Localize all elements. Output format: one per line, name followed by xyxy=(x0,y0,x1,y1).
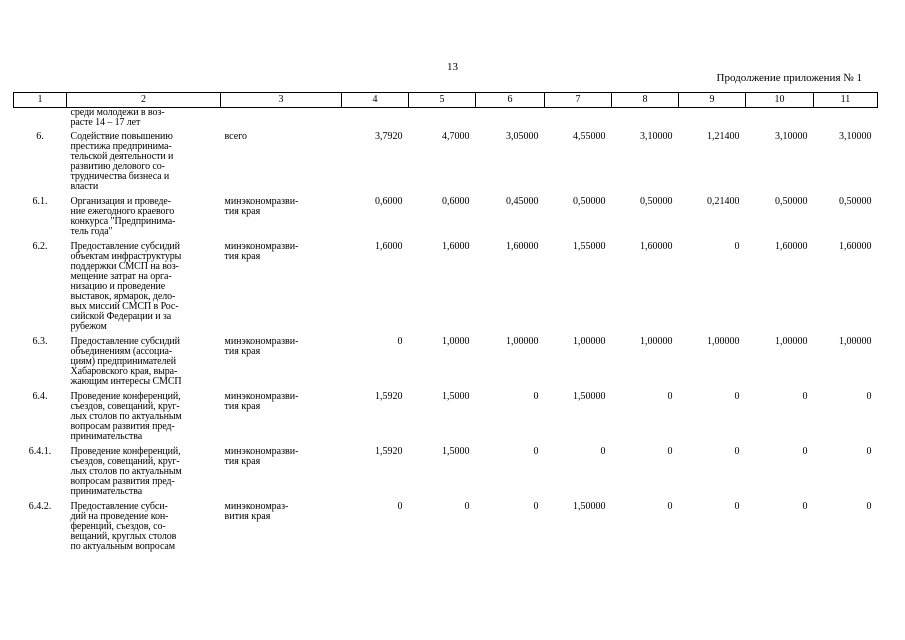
value-cell: 0 xyxy=(734,501,740,512)
name-line: трудничества бизнеса и xyxy=(70,171,170,182)
value-cell: 1,00000 xyxy=(573,336,606,347)
value-cell: 0 xyxy=(464,501,470,512)
column-header: 5 xyxy=(409,93,476,108)
value-cell: 1,00000 xyxy=(775,336,808,347)
name-cell xyxy=(67,193,221,238)
name-line: расте 14 – 17 лет xyxy=(70,117,141,128)
name-line: съездов, совещаний, круг- xyxy=(70,456,180,467)
empty-cell xyxy=(409,108,476,129)
column-header: 9 xyxy=(679,93,746,108)
name-line: мещение затрат на орга- xyxy=(70,271,172,282)
name-line: объединениям (ассоциа- xyxy=(70,346,173,357)
source-line: минэкономразви- xyxy=(224,336,299,347)
value-cell: 0 xyxy=(734,446,740,457)
empty-cell xyxy=(814,108,878,129)
value-cell: 1,00000 xyxy=(640,336,673,347)
source-line: тия края xyxy=(224,206,261,217)
value-cell: 0,50000 xyxy=(839,196,872,207)
name-line: конкурса "Предпринима- xyxy=(70,216,176,227)
code-cell: 6.4. xyxy=(32,391,48,402)
value-cell: 0,6000 xyxy=(375,196,403,207)
value-cell: 0 xyxy=(667,501,673,512)
name-line: циям) предпринимателей xyxy=(70,356,176,367)
source-line: вития края xyxy=(224,511,271,522)
table-row xyxy=(14,388,878,443)
source-line: минэкономразви- xyxy=(224,241,299,252)
source-cell xyxy=(221,128,342,193)
value-cell: 0,50000 xyxy=(640,196,673,207)
name-line: рубежом xyxy=(70,321,107,332)
source-cell xyxy=(221,388,342,443)
empty-cell xyxy=(476,108,545,129)
name-line: лых столов по актуальным xyxy=(70,411,182,422)
name-cell xyxy=(67,333,221,388)
column-header: 7 xyxy=(545,93,612,108)
value-cell: 0 xyxy=(866,446,872,457)
name-line: поддержки СМСП на воз- xyxy=(70,261,179,272)
budget-table xyxy=(13,92,878,553)
name-cell xyxy=(67,498,221,553)
value-cell: 0 xyxy=(667,391,673,402)
value-cell: 0 xyxy=(533,446,539,457)
value-cell: 0,45000 xyxy=(506,196,539,207)
value-cell: 0 xyxy=(802,501,808,512)
value-cell: 1,00000 xyxy=(707,336,740,347)
name-line: вещаний, круглых столов xyxy=(70,531,177,542)
value-cell: 1,60000 xyxy=(775,241,808,252)
name-line: престижа предпринима- xyxy=(70,141,172,152)
value-cell: 4,7000 xyxy=(442,131,470,142)
name-line: Организация и проведе- xyxy=(70,196,171,207)
table-body xyxy=(14,108,878,554)
table-row xyxy=(14,443,878,498)
value-cell: 3,7920 xyxy=(375,131,403,142)
code-cell: 6.4.2. xyxy=(28,501,52,512)
name-cell xyxy=(67,238,221,333)
value-cell: 4,55000 xyxy=(573,131,606,142)
empty-cell xyxy=(612,108,679,129)
value-cell: 1,6000 xyxy=(375,241,403,252)
value-cell: 1,5920 xyxy=(375,446,403,457)
value-cell: 1,5920 xyxy=(375,391,403,402)
name-line: вых миссий СМСП в Рос- xyxy=(70,301,179,312)
name-line: объектам инфраструктуры xyxy=(70,251,182,262)
name-line: по актуальным вопросам xyxy=(70,541,175,552)
value-cell: 1,5000 xyxy=(442,446,470,457)
table-row xyxy=(14,193,878,238)
name-cell xyxy=(67,108,221,129)
value-cell: 3,10000 xyxy=(640,131,673,142)
value-cell: 0 xyxy=(533,501,539,512)
value-cell: 0 xyxy=(734,391,740,402)
value-cell: 1,60000 xyxy=(839,241,872,252)
table-row xyxy=(14,128,878,193)
name-line: Предоставление субсидий xyxy=(70,241,180,252)
value-cell: 1,00000 xyxy=(506,336,539,347)
value-cell: 1,55000 xyxy=(573,241,606,252)
source-cell xyxy=(221,443,342,498)
code-cell: 6. xyxy=(36,131,44,142)
name-line: Проведение конференций, xyxy=(70,391,181,402)
name-line: низацию и проведение xyxy=(70,281,166,292)
value-cell: 0,50000 xyxy=(573,196,606,207)
source-line: минэкономразви- xyxy=(224,391,299,402)
code-cell xyxy=(14,108,67,129)
name-cell xyxy=(67,128,221,193)
column-header: 3 xyxy=(221,93,342,108)
value-cell: 1,6000 xyxy=(442,241,470,252)
table-row xyxy=(14,238,878,333)
name-line: среди молодежи в воз- xyxy=(70,107,165,118)
name-line: Предоставление субсидий xyxy=(70,336,180,347)
source-line: всего xyxy=(224,131,248,142)
value-cell: 1,00000 xyxy=(839,336,872,347)
name-line: Проведение конференций, xyxy=(70,446,181,457)
name-line: лых столов по актуальным xyxy=(70,466,182,477)
source-cell xyxy=(221,238,342,333)
value-cell: 0 xyxy=(866,391,872,402)
column-header: 2 xyxy=(67,93,221,108)
source-line: тия края xyxy=(224,401,261,412)
empty-cell xyxy=(746,108,814,129)
value-cell: 3,10000 xyxy=(839,131,872,142)
name-line: вопросам развития пред- xyxy=(70,421,175,432)
value-cell: 0,21400 xyxy=(707,196,740,207)
empty-cell xyxy=(545,108,612,129)
name-line: ние ежегодного краевого xyxy=(70,206,175,217)
source-line: тия края xyxy=(224,456,261,467)
source-cell xyxy=(221,193,342,238)
name-line: Хабаровского края, выра- xyxy=(70,366,178,377)
value-cell: 0 xyxy=(802,391,808,402)
source-line: тия края xyxy=(224,346,261,357)
value-cell: 0 xyxy=(667,446,673,457)
column-header: 11 xyxy=(814,93,878,108)
name-line: власти xyxy=(70,181,99,192)
column-header: 6 xyxy=(476,93,545,108)
value-cell: 0 xyxy=(397,501,403,512)
name-cell xyxy=(67,443,221,498)
name-line: Содействие повышению xyxy=(70,131,173,142)
value-cell: 1,50000 xyxy=(573,501,606,512)
name-line: вопросам развития пред- xyxy=(70,476,175,487)
value-cell: 0,50000 xyxy=(775,196,808,207)
value-cell: 0 xyxy=(802,446,808,457)
code-cell: 6.2. xyxy=(32,241,48,252)
code-cell: 6.1. xyxy=(32,196,48,207)
column-header: 8 xyxy=(612,93,679,108)
name-line: принимательства xyxy=(70,486,143,497)
name-line: съездов, совещаний, круг- xyxy=(70,401,180,412)
value-cell: 3,05000 xyxy=(506,131,539,142)
column-header: 1 xyxy=(14,93,67,108)
source-line: минэкономраз- xyxy=(224,501,289,512)
source-line: тия края xyxy=(224,251,261,262)
source-cell xyxy=(221,498,342,553)
empty-cell xyxy=(221,108,342,129)
value-cell: 1,21400 xyxy=(707,131,740,142)
value-cell: 1,50000 xyxy=(573,391,606,402)
column-header: 4 xyxy=(342,93,409,108)
value-cell: 1,60000 xyxy=(640,241,673,252)
name-line: тельской деятельности и xyxy=(70,151,174,162)
table-row xyxy=(14,333,878,388)
table-row xyxy=(14,498,878,553)
value-cell: 3,10000 xyxy=(775,131,808,142)
value-cell: 0 xyxy=(397,336,403,347)
value-cell: 0 xyxy=(533,391,539,402)
name-line: сийской Федерации и за xyxy=(70,311,172,322)
continuation-label: Продолжение приложения № 1 xyxy=(716,72,862,84)
name-line: ференций, съездов, со- xyxy=(70,521,166,532)
source-line: минэкономразви- xyxy=(224,196,299,207)
value-cell: 1,5000 xyxy=(442,391,470,402)
carry-over-row xyxy=(14,108,878,129)
value-cell: 0,6000 xyxy=(442,196,470,207)
source-cell xyxy=(221,333,342,388)
page-number: 13 xyxy=(447,61,458,73)
header-row xyxy=(14,93,878,108)
name-line: Предоставление субси- xyxy=(70,501,168,512)
empty-cell xyxy=(679,108,746,129)
source-line: минэкономразви- xyxy=(224,446,299,457)
name-line: выставок, ярмарок, дело- xyxy=(70,291,176,302)
value-cell: 0 xyxy=(734,241,740,252)
code-cell: 6.3. xyxy=(32,336,48,347)
name-line: тель года" xyxy=(70,226,113,237)
value-cell: 1,0000 xyxy=(442,336,470,347)
value-cell: 0 xyxy=(600,446,606,457)
code-cell: 6.4.1. xyxy=(28,446,52,457)
value-cell: 1,60000 xyxy=(506,241,539,252)
name-line: развитию делового со- xyxy=(70,161,165,172)
name-line: жающим интересы СМСП xyxy=(70,376,182,387)
name-line: дий на проведение кон- xyxy=(70,511,169,522)
column-header: 10 xyxy=(746,93,814,108)
name-cell xyxy=(67,388,221,443)
value-cell: 0 xyxy=(866,501,872,512)
name-line: принимательства xyxy=(70,431,143,442)
empty-cell xyxy=(342,108,409,129)
